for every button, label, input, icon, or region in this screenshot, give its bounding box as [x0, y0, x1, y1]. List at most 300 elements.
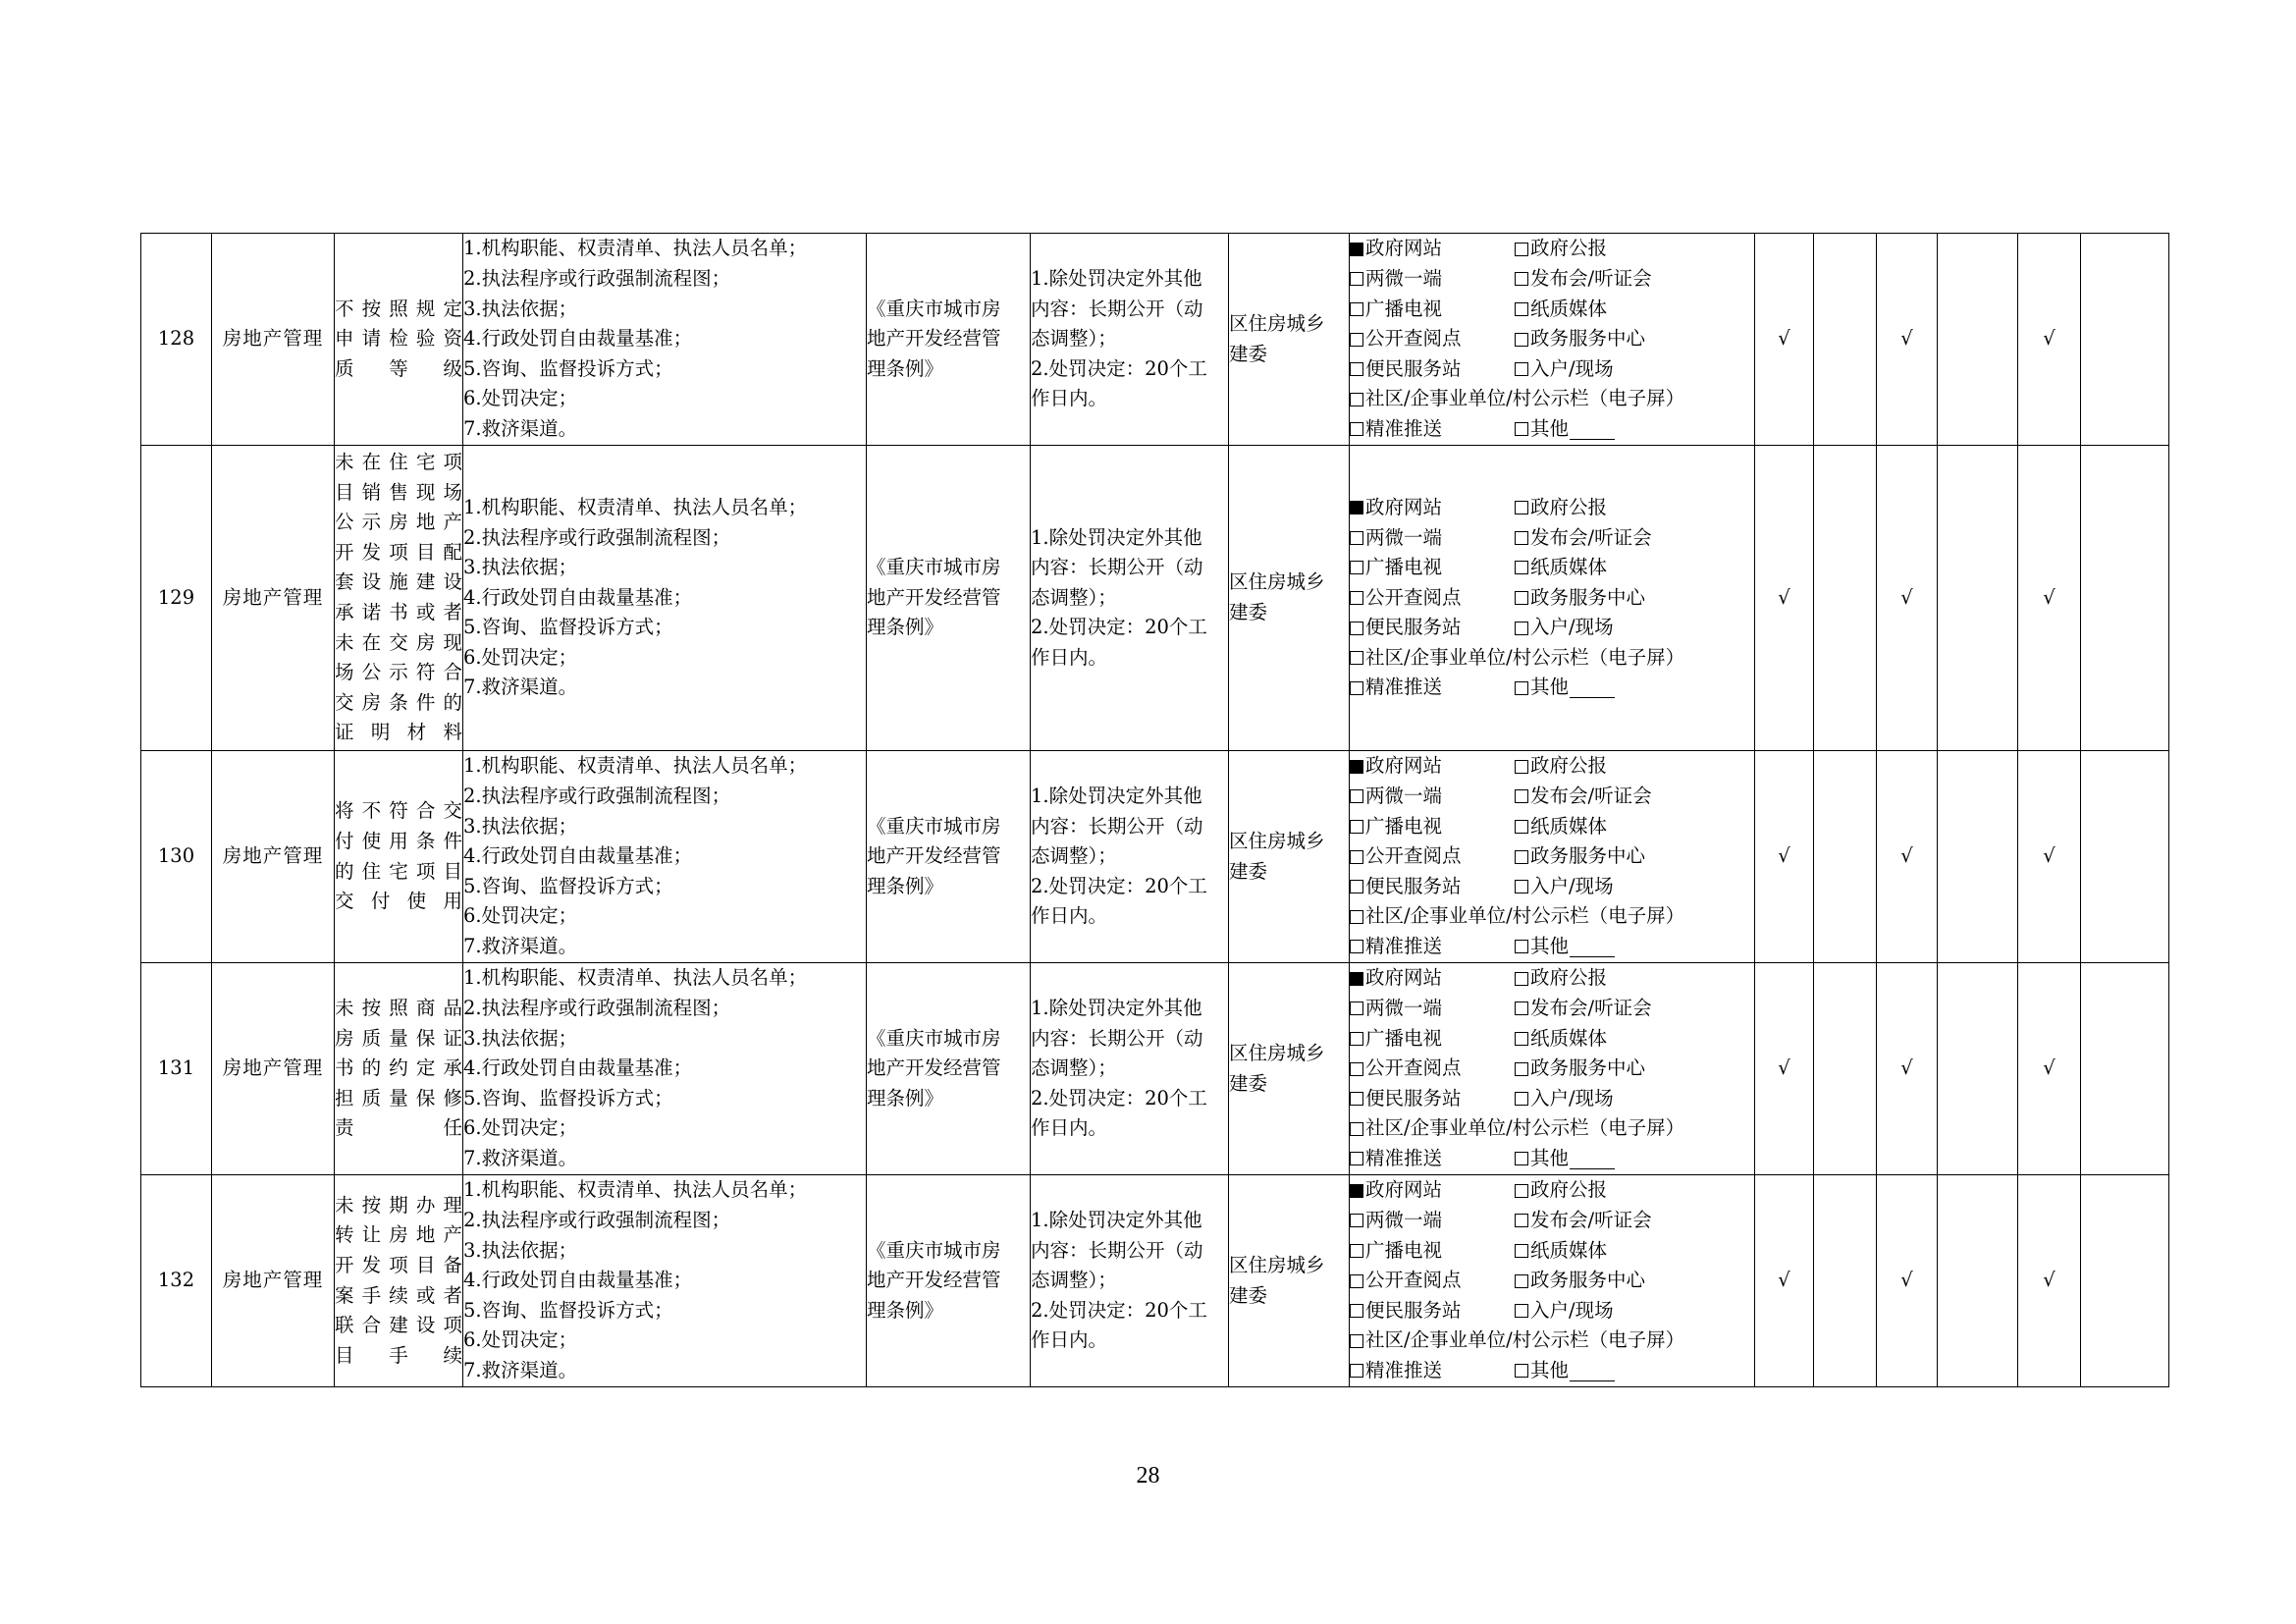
- basis-line: 理条例》: [867, 616, 944, 639]
- basis-line: 地产开发经营管: [867, 1056, 1001, 1080]
- contents-line: 3.执法依据；: [463, 1238, 578, 1262]
- contents-line: 7.救济渠道。: [463, 676, 578, 699]
- checkbox-icon: [1515, 681, 1528, 695]
- media-option-row: [1350, 1296, 1754, 1326]
- contents-cell: [463, 1175, 867, 1387]
- media-option-label: 入户/现场: [1530, 1086, 1614, 1110]
- media-option: [1350, 643, 1684, 674]
- checkbox-icon: [1515, 1152, 1528, 1165]
- contents-line: 5.咨询、监督投诉方式；: [463, 356, 673, 380]
- contents-line: 7.救济渠道。: [463, 1358, 578, 1381]
- media-option: [1350, 841, 1515, 872]
- media-option: [1515, 324, 1680, 354]
- media-option-row: [1350, 841, 1754, 872]
- media-option-label: 精准推送: [1365, 1358, 1443, 1381]
- disclosure-table: [140, 233, 2169, 1387]
- basis-line: 理条例》: [867, 356, 944, 380]
- contents-line: 7.救济渠道。: [463, 934, 578, 957]
- checkbox-icon: [1515, 591, 1528, 605]
- item-line: 开发项目备: [335, 1253, 462, 1276]
- media-option-row: [1350, 1024, 1754, 1055]
- media-option-label: 政府网站: [1365, 237, 1443, 260]
- checkbox-icon: [1515, 1244, 1528, 1258]
- media-option: [1350, 1024, 1515, 1055]
- period-line: 1.除处罚决定外其他: [1031, 525, 1202, 549]
- checkbox-icon: [1515, 622, 1528, 635]
- item-line: 责任: [335, 1116, 462, 1140]
- category-cell: 房地产管理: [212, 963, 335, 1175]
- contents-line: 6.处罚决定；: [463, 645, 578, 669]
- media-option: [1350, 553, 1515, 583]
- item-line: 转让房地产: [335, 1223, 462, 1247]
- media-option: [1515, 751, 1680, 782]
- checkbox-icon: [1350, 1274, 1363, 1288]
- media-option-label: 社区/企事业单位/村公示栏（电子屏）: [1365, 1328, 1685, 1352]
- checkbox-icon: [1515, 1364, 1528, 1378]
- checkbox-icon: [1350, 591, 1363, 605]
- checkbox-icon: [1350, 1032, 1363, 1046]
- item-line: 房质量保证: [335, 1026, 462, 1050]
- media-option: [1350, 963, 1515, 994]
- empty-check-cell: [2081, 446, 2169, 751]
- item-line: 书的约定承: [335, 1056, 462, 1080]
- contents-line: 6.处罚决定；: [463, 387, 578, 410]
- basis-line: 《重庆市城市房: [867, 814, 1001, 838]
- empty-check-cell: [1938, 446, 2018, 751]
- media-option: [1350, 384, 1684, 414]
- checkbox-icon: [1350, 1152, 1363, 1165]
- media-option: [1350, 264, 1515, 295]
- contents-line: 2.执法程序或行政强制流程图；: [463, 785, 731, 808]
- media-cell: [1350, 446, 1755, 751]
- media-option-label: 其他: [1530, 934, 1570, 957]
- contents-line: 3.执法依据；: [463, 1026, 578, 1050]
- checkbox-icon: [1350, 820, 1363, 834]
- period-line: 2.处罚决定：20个工: [1031, 356, 1207, 380]
- contents-line: 2.执法程序或行政强制流程图；: [463, 997, 731, 1020]
- media-option-row: [1350, 643, 1754, 674]
- media-option-label: 社区/企事业单位/村公示栏（电子屏）: [1365, 1116, 1685, 1140]
- contents-line: 3.执法依据；: [463, 297, 578, 320]
- check-mark: √: [1877, 234, 1938, 446]
- media-option-label: 两微一端: [1365, 525, 1443, 549]
- department-line: 建委: [1229, 342, 1268, 365]
- media-option: [1515, 1206, 1680, 1236]
- media-option-row: [1350, 1326, 1754, 1356]
- media-option: [1350, 1326, 1684, 1356]
- item-line: 目销售现场: [335, 480, 462, 504]
- empty-check-cell: [1814, 446, 1877, 751]
- department-line: 区住房城乡: [1229, 1041, 1325, 1064]
- media-option: [1350, 932, 1515, 962]
- media-option-row: [1350, 1175, 1754, 1206]
- checkbox-icon: [1350, 1062, 1363, 1076]
- checkbox-icon: [1515, 243, 1528, 256]
- checkbox-icon: [1350, 393, 1363, 406]
- checkbox-icon: [1515, 1184, 1528, 1198]
- media-option: [1515, 583, 1680, 614]
- contents-line: 4.行政处罚自由裁量基准；: [463, 1269, 693, 1292]
- media-option-label: 两微一端: [1365, 997, 1443, 1020]
- media-option: [1350, 751, 1515, 782]
- blank-underline: [1570, 1361, 1615, 1381]
- category-cell: 房地产管理: [212, 446, 335, 751]
- contents-line: 6.处罚决定；: [463, 1328, 578, 1352]
- checkbox-icon: [1350, 940, 1363, 953]
- contents-cell: [463, 751, 867, 963]
- contents-line: 1.机构职能、权责清单、执法人员名单；: [463, 754, 808, 778]
- checked-box-icon: [1350, 243, 1363, 256]
- item-line: 未在住宅项: [335, 451, 462, 474]
- media-option-row: [1350, 613, 1754, 643]
- basis-line: 地产开发经营管: [867, 1269, 1001, 1292]
- contents-line: 4.行政处罚自由裁量基准；: [463, 1056, 693, 1080]
- media-option-label: 政务服务中心: [1530, 1056, 1646, 1080]
- item-line: 交房条件的: [335, 690, 462, 714]
- item-cell: [335, 1175, 463, 1387]
- media-option-row: [1350, 901, 1754, 932]
- media-option-label: 政务服务中心: [1530, 844, 1646, 868]
- department-line: 建委: [1229, 1283, 1268, 1307]
- checkbox-icon: [1515, 1062, 1528, 1076]
- checked-box-icon: [1350, 501, 1363, 514]
- checkbox-icon: [1350, 681, 1363, 695]
- media-option: [1515, 1296, 1680, 1326]
- media-option-label: 公开查阅点: [1365, 1269, 1462, 1292]
- checkbox-icon: [1350, 333, 1363, 347]
- department-line: 区住房城乡: [1229, 570, 1325, 594]
- media-option-label: 政府网站: [1365, 495, 1443, 518]
- item-line: 未按期办理: [335, 1193, 462, 1217]
- media-option: [1350, 673, 1515, 703]
- checkbox-icon: [1515, 972, 1528, 986]
- media-cell: [1350, 963, 1755, 1175]
- checkbox-icon: [1350, 880, 1363, 893]
- media-option: [1515, 932, 1680, 962]
- empty-check-cell: [1938, 1175, 2018, 1387]
- media-option: [1350, 1144, 1515, 1174]
- category-cell: 房地产管理: [212, 751, 335, 963]
- basis-line: 理条例》: [867, 1086, 944, 1110]
- media-option: [1515, 782, 1680, 812]
- contents-line: 5.咨询、监督投诉方式；: [463, 1298, 673, 1322]
- media-option-row: [1350, 994, 1754, 1024]
- media-option-label: 纸质媒体: [1530, 1238, 1608, 1262]
- media-option-label: 精准推送: [1365, 676, 1443, 699]
- checkbox-icon: [1350, 1304, 1363, 1318]
- empty-check-cell: [1938, 751, 2018, 963]
- media-option-row: [1350, 812, 1754, 842]
- contents-line: 4.行政处罚自由裁量基准；: [463, 585, 693, 609]
- media-option-label: 政府网站: [1365, 1178, 1443, 1202]
- media-option-row: [1350, 354, 1754, 385]
- media-option: [1350, 1113, 1684, 1144]
- basis-line: 《重庆市城市房: [867, 297, 1001, 320]
- empty-check-cell: [1938, 963, 2018, 1175]
- media-option: [1515, 1054, 1680, 1084]
- media-option-label: 其他: [1530, 416, 1570, 440]
- period-line: 内容：长期公开（动: [1031, 814, 1203, 838]
- media-option-label: 政务服务中心: [1530, 327, 1646, 351]
- table-row: [141, 446, 2169, 751]
- media-option: [1515, 1144, 1680, 1174]
- media-option: [1515, 1236, 1680, 1267]
- item-line: 场公示符合: [335, 661, 462, 684]
- empty-check-cell: [1814, 751, 1877, 963]
- media-option: [1515, 553, 1680, 583]
- blank-underline: [1570, 1149, 1615, 1169]
- media-option: [1515, 812, 1680, 842]
- period-line: 2.处罚决定：20个工: [1031, 874, 1207, 897]
- item-line: 的住宅项目: [335, 859, 462, 883]
- media-option: [1515, 963, 1680, 994]
- media-option: [1515, 1024, 1680, 1055]
- empty-check-cell: [1814, 1175, 1877, 1387]
- media-option-label: 便民服务站: [1365, 1298, 1462, 1322]
- checkbox-icon: [1515, 362, 1528, 376]
- media-option: [1350, 523, 1515, 554]
- media-option: [1515, 613, 1680, 643]
- table-body: [141, 234, 2169, 1387]
- check-mark: √: [2018, 1175, 2081, 1387]
- checkbox-icon: [1350, 622, 1363, 635]
- media-option: [1515, 234, 1680, 264]
- item-line: 证明材料: [335, 721, 462, 744]
- checkbox-icon: [1350, 1334, 1363, 1348]
- contents-line: 5.咨询、监督投诉方式；: [463, 874, 673, 897]
- media-option: [1350, 994, 1515, 1024]
- media-option-label: 社区/企事业单位/村公示栏（电子屏）: [1365, 645, 1685, 669]
- checkbox-icon: [1350, 272, 1363, 286]
- media-option-label: 精准推送: [1365, 934, 1443, 957]
- media-option-label: 政府网站: [1365, 966, 1443, 990]
- media-option-label: 政府公报: [1530, 754, 1608, 778]
- item-line: 目手续: [335, 1343, 462, 1367]
- media-option-row: [1350, 493, 1754, 523]
- checkbox-icon: [1515, 1001, 1528, 1015]
- media-option: [1350, 1296, 1515, 1326]
- empty-check-cell: [1938, 234, 2018, 446]
- period-cell: [1031, 1175, 1229, 1387]
- item-line: 开发项目配: [335, 540, 462, 564]
- checkbox-icon: [1350, 531, 1363, 545]
- basis-line: 地产开发经营管: [867, 327, 1001, 351]
- media-option-row: [1350, 583, 1754, 614]
- item-line: 质等级: [335, 356, 462, 380]
- media-option-label: 便民服务站: [1365, 356, 1462, 380]
- row-number: 131: [141, 963, 212, 1175]
- media-option-label: 精准推送: [1365, 416, 1443, 440]
- media-option-label: 入户/现场: [1530, 874, 1614, 897]
- checkbox-icon: [1350, 1244, 1363, 1258]
- contents-line: 3.执法依据；: [463, 814, 578, 838]
- checkbox-icon: [1350, 1122, 1363, 1136]
- basis-cell: [867, 1175, 1031, 1387]
- checkbox-icon: [1515, 333, 1528, 347]
- empty-check-cell: [1814, 963, 1877, 1175]
- period-line: 2.处罚决定：20个工: [1031, 1086, 1207, 1110]
- media-option-label: 公开查阅点: [1365, 844, 1462, 868]
- checkbox-icon: [1350, 910, 1363, 924]
- item-line: 将不符合交: [335, 799, 462, 823]
- blank-underline: [1570, 677, 1615, 698]
- checkbox-icon: [1350, 362, 1363, 376]
- table-row: [141, 963, 2169, 1175]
- media-option: [1350, 1206, 1515, 1236]
- media-option: [1350, 901, 1684, 932]
- checkbox-icon: [1515, 531, 1528, 545]
- media-option: [1350, 613, 1515, 643]
- department-line: 建委: [1229, 601, 1268, 623]
- media-option-row: [1350, 1206, 1754, 1236]
- media-option-row: [1350, 782, 1754, 812]
- contents-line: 3.执法依据；: [463, 556, 578, 579]
- category-cell: 房地产管理: [212, 1175, 335, 1387]
- checkbox-icon: [1350, 1364, 1363, 1378]
- page-number: 28: [1136, 1463, 1160, 1489]
- checkbox-icon: [1515, 422, 1528, 436]
- empty-check-cell: [2081, 963, 2169, 1175]
- media-option-row: [1350, 1113, 1754, 1144]
- media-option-label: 广播电视: [1365, 1238, 1443, 1262]
- media-option-label: 公开查阅点: [1365, 1056, 1462, 1080]
- media-option-label: 发布会/听证会: [1530, 785, 1652, 808]
- basis-line: 地产开发经营管: [867, 585, 1001, 609]
- row-number: 129: [141, 446, 212, 751]
- checkbox-icon: [1350, 651, 1363, 665]
- check-mark: √: [1877, 1175, 1938, 1387]
- media-option: [1350, 354, 1515, 385]
- department-cell: [1229, 963, 1350, 1175]
- row-number: 128: [141, 234, 212, 446]
- media-option: [1350, 295, 1515, 325]
- period-line: 1.除处罚决定外其他: [1031, 997, 1202, 1020]
- contents-line: 4.行政处罚自由裁量基准；: [463, 327, 693, 351]
- category-cell: 房地产管理: [212, 234, 335, 446]
- media-option-label: 政府网站: [1365, 754, 1443, 778]
- period-cell: [1031, 751, 1229, 963]
- checkbox-icon: [1515, 880, 1528, 893]
- media-option-label: 公开查阅点: [1365, 585, 1462, 609]
- contents-line: 5.咨询、监督投诉方式；: [463, 616, 673, 639]
- media-option-row: [1350, 324, 1754, 354]
- item-line: 案手续或者: [335, 1283, 462, 1307]
- media-option-label: 广播电视: [1365, 297, 1443, 320]
- department-line: 建委: [1229, 859, 1268, 883]
- item-cell: [335, 234, 463, 446]
- media-option-label: 政务服务中心: [1530, 585, 1646, 609]
- checkbox-icon: [1515, 820, 1528, 834]
- contents-line: 7.救济渠道。: [463, 416, 578, 440]
- media-option-row: [1350, 1144, 1754, 1174]
- media-option-label: 政府公报: [1530, 237, 1608, 260]
- contents-line: 2.执法程序或行政强制流程图；: [463, 267, 731, 291]
- department-cell: [1229, 234, 1350, 446]
- check-mark: √: [1877, 963, 1938, 1175]
- checkbox-icon: [1515, 1032, 1528, 1046]
- checkbox-icon: [1515, 760, 1528, 774]
- media-option: [1515, 1266, 1680, 1296]
- row-number: 130: [141, 751, 212, 963]
- basis-cell: [867, 751, 1031, 963]
- media-option-label: 政府公报: [1530, 966, 1608, 990]
- checkbox-icon: [1515, 1304, 1528, 1318]
- empty-check-cell: [1814, 234, 1877, 446]
- item-line: 交付使用: [335, 890, 462, 913]
- contents-line: 2.执法程序或行政强制流程图；: [463, 1209, 731, 1232]
- media-option-label: 政务服务中心: [1530, 1269, 1646, 1292]
- checkbox-icon: [1515, 789, 1528, 803]
- media-option-label: 两微一端: [1365, 267, 1443, 291]
- media-option-row: [1350, 751, 1754, 782]
- media-option-row: [1350, 1084, 1754, 1114]
- period-line: 态调整）；: [1031, 1269, 1117, 1292]
- period-line: 作日内。: [1031, 645, 1108, 669]
- contents-line: 6.处罚决定；: [463, 904, 578, 928]
- media-option-row: [1350, 523, 1754, 554]
- check-mark: √: [2018, 234, 2081, 446]
- media-option: [1350, 1054, 1515, 1084]
- period-cell: [1031, 234, 1229, 446]
- department-line: 区住房城乡: [1229, 829, 1325, 852]
- media-option: [1515, 264, 1680, 295]
- media-option-label: 纸质媒体: [1530, 297, 1608, 320]
- media-option-label: 政府公报: [1530, 495, 1608, 518]
- media-option: [1350, 1084, 1515, 1114]
- media-option: [1515, 841, 1680, 872]
- item-line: 未按照商品: [335, 997, 462, 1020]
- contents-line: 1.机构职能、权责清单、执法人员名单；: [463, 495, 808, 518]
- media-option-label: 其他: [1530, 676, 1570, 699]
- item-line: 付使用条件: [335, 829, 462, 852]
- media-option-row: [1350, 1054, 1754, 1084]
- checkbox-icon: [1515, 1092, 1528, 1106]
- check-mark: √: [2018, 446, 2081, 751]
- media-option-label: 社区/企事业单位/村公示栏（电子屏）: [1365, 387, 1685, 410]
- media-option-label: 发布会/听证会: [1530, 267, 1652, 291]
- period-line: 2.处罚决定：20个工: [1031, 1298, 1207, 1322]
- check-mark: √: [1755, 1175, 1814, 1387]
- media-option-row: [1350, 264, 1754, 295]
- media-option-label: 便民服务站: [1365, 874, 1462, 897]
- period-line: 态调整）；: [1031, 1056, 1117, 1080]
- media-option-label: 两微一端: [1365, 1209, 1443, 1232]
- media-option: [1515, 994, 1680, 1024]
- media-option-label: 发布会/听证会: [1530, 525, 1652, 549]
- table-row: [141, 1175, 2169, 1387]
- basis-cell: [867, 234, 1031, 446]
- period-line: 1.除处罚决定外其他: [1031, 1209, 1202, 1232]
- blank-underline: [1570, 419, 1615, 440]
- contents-cell: [463, 234, 867, 446]
- media-option-row: [1350, 384, 1754, 414]
- department-line: 区住房城乡: [1229, 311, 1325, 335]
- media-option-label: 发布会/听证会: [1530, 997, 1652, 1020]
- period-line: 态调整）；: [1031, 327, 1117, 351]
- basis-cell: [867, 446, 1031, 751]
- checkbox-icon: [1350, 1092, 1363, 1106]
- row-number: 132: [141, 1175, 212, 1387]
- media-option: [1350, 812, 1515, 842]
- checkbox-icon: [1350, 1214, 1363, 1227]
- contents-cell: [463, 963, 867, 1175]
- media-option: [1515, 295, 1680, 325]
- media-option-label: 精准推送: [1365, 1146, 1443, 1169]
- media-cell: [1350, 234, 1755, 446]
- basis-line: 理条例》: [867, 1298, 944, 1322]
- checkbox-icon: [1515, 940, 1528, 953]
- period-line: 1.除处罚决定外其他: [1031, 267, 1202, 291]
